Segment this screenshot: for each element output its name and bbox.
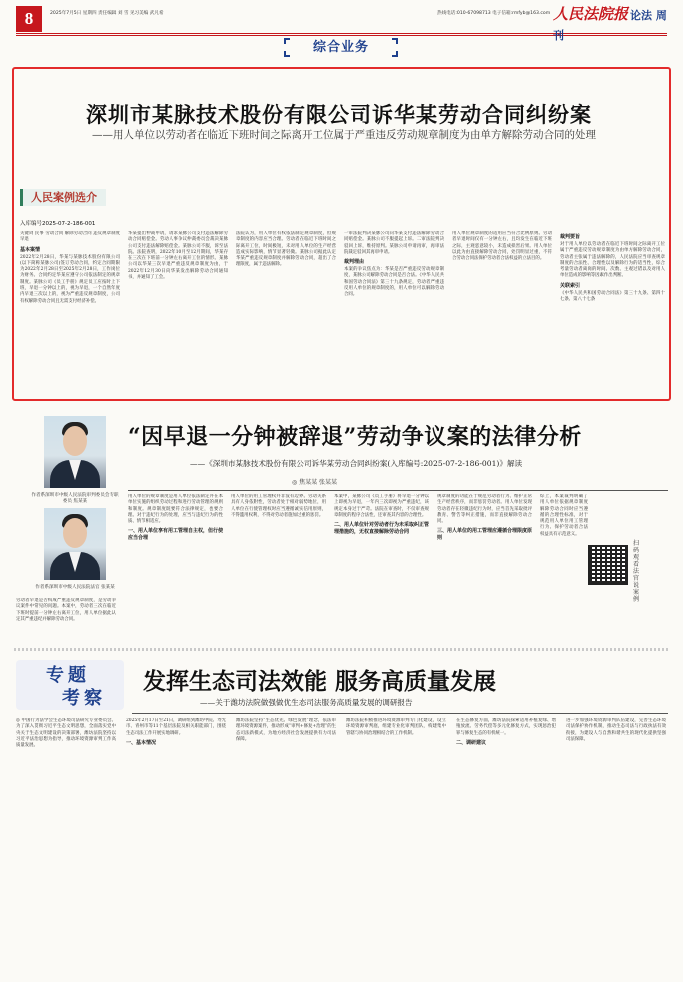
bracket-icon bbox=[392, 38, 398, 44]
article3-column-5 bbox=[456, 718, 556, 976]
paragraph: 用人单位的用工管理权并非没有边界。劳动关系具有人身依附性，劳动者处于相对弱势地位，用人单位在行使管理权时应当遵循诚实信用原则，不得滥用权利，不得对劳动者施加过重的惩罚。 bbox=[231, 494, 326, 518]
newspaper-logo bbox=[553, 3, 671, 42]
paragraph: 潍坊法院坚持“生态优先、绿色发展”理念，依法审理环境资源案件，推动形成“审判+修复+治理”的生态司法新模式，为地方经济社会发展提供有力司法保障。 bbox=[236, 718, 336, 742]
author-photo-2-caption: 作者系深圳市中级人民法院法官 张某某 bbox=[35, 585, 115, 590]
article2-subtitle: ——《深圳市某脉技术股份有限公司诉华某劳动合同纠纷案(入库编号:2025-07-2-186-001)》解读 bbox=[190, 459, 523, 468]
paragraph: 2025年2月17日至21日，调研组到潍坊中院、寿光市、青州市等11个基层法院及相关职能部门，围绕生态司法工作开展实地调研。 bbox=[126, 718, 226, 736]
paragraph: 本案的争议焦点为：华某是否严重违反劳动规章制度，某脉公司解除劳动合同是否合法。《中华人民共和国劳动合同法》第三十九条规定，劳动者严重违反用人单位的规章制度的，用人单位可以解除劳动合同。 bbox=[344, 267, 444, 298]
article2-byline: ◎ 焦某某 张某某 bbox=[292, 479, 338, 486]
article3-column-3 bbox=[236, 718, 336, 976]
feature-column-2 bbox=[128, 231, 228, 395]
article3-rule bbox=[132, 713, 668, 714]
paragraph: 本案中，某脉公司《员工手册》将早退一分钟以上即视为早退，一年内三次即视为严重违纪，该规定本身过于严苛。法院在审查时，不仅审查规章制度的程序合法性，还审查其内容的合理性。 bbox=[334, 494, 429, 518]
article2-column-2 bbox=[128, 494, 223, 634]
section-heading: 二、调研建议 bbox=[456, 739, 487, 746]
article2-column-5 bbox=[437, 494, 532, 634]
article2-column-4 bbox=[334, 494, 429, 634]
feature-column-1 bbox=[20, 231, 120, 395]
qr-caption: 扫码观看法官说案例 bbox=[633, 540, 640, 603]
feature-subhead: ——用人单位以劳动者在临近下班时间之际离开工位属于严重违反劳动规章制度为由单方解除劳动合同的处理 bbox=[92, 129, 596, 141]
special-topic-badge bbox=[16, 660, 124, 710]
case-number: 入库编号2025-07-2-186-001 bbox=[20, 221, 96, 227]
section-heading: 裁判理由 bbox=[344, 259, 365, 266]
paragraph: 华某提出仲裁申请，请求某脉公司支付违法解除劳动合同赔偿金。劳动人事争议仲裁委员会裁决某脉公司支付违法解除赔偿金。某脉公司不服，诉至法院。法院查明，2022年10月至12月期间，华某存在三次在下班前一分钟左右离开工位的情形。某脉公司以华某三次早退严重违反规章制度为由，于2022年12月30日向华某发出解除劳动合同通知书，并通知了工会。 bbox=[128, 231, 228, 281]
feature-column-4 bbox=[344, 231, 444, 395]
feature-column-6 bbox=[560, 231, 665, 395]
feature-column-5 bbox=[452, 231, 552, 395]
feature-headline: 深圳市某脉技术股份有限公司诉华某劳动合同纠纷案 bbox=[86, 102, 592, 127]
column-tag: 人民案例选介 bbox=[20, 189, 106, 206]
bracket-icon bbox=[284, 51, 290, 57]
section-heading: 一、用人单位享有用工管理自主权，但行使应当合理 bbox=[128, 528, 223, 542]
article3-column-4 bbox=[346, 718, 446, 976]
article2-column-1 bbox=[16, 598, 116, 634]
page-number: 8 bbox=[16, 6, 42, 32]
feature-text-columns bbox=[20, 231, 665, 395]
paragraph: 对于用人单位以劳动者在临近下班时间之际离开工位属于严重违反劳动规章制度为由单方解除劳动合同，劳动者主张属于违法解除的，人民法院应当审查规章制度的合法性、合理性以及解除行为的适当性，综合考量劳动者离岗的时间、次数、主观过错以及对用人单位造成的影响等因素作出判断。 bbox=[560, 242, 665, 279]
article3-column-1 bbox=[16, 718, 116, 976]
bracket-icon bbox=[392, 51, 398, 57]
section-heading: 一、基本情况 bbox=[126, 739, 157, 746]
featured-case-box bbox=[12, 67, 671, 401]
author-photo-1-caption: 作者系深圳市中级人民法院审判委员会专职委员 焦某某 bbox=[31, 493, 119, 504]
paragraph: 规章制度的功能在于规范劳动者行为、维护正常生产经营秩序，而非惩罚劳动者。用人单位发现劳动者存在轻微违纪行为时，应当首先采取批评教育、警告等纠正措施，而非直接解除劳动合同。 bbox=[437, 494, 532, 525]
paragraph: 2022年2月28日，华某与某脉技术股份有限公司(以下简称某脉公司)签订劳动合同，约定合同期限为2022年2月28日至2025年2月28日，工作岗位为财务。合同约定华某应遵守公司依法制定的规章制度。某脉公司《员工手册》规定员工应按时上下班，早退一分钟以上的，视为早退，一个自然年度内早退三次以上的，视为严重违反规章制度，公司有权解除劳动合同且无需支付经济补偿。 bbox=[20, 254, 120, 304]
paragraph: 综上，本案裁判明确了用人单位依据规章制度解除劳动合同时应当遵循的合理性标准，对于规范用人单位用工管理行为、保护劳动者合法权益具有示范意义。 bbox=[540, 494, 588, 537]
paragraph: 法院认为，用人单位有权依法制定规章制度，但规章制度的内容应当合理。劳动者在临近下班时间之际离开工位，时间极短，未对用人单位的生产经营造成实际影响，情节显著轻微。某脉公司据此认定华某严重违反规章制度并解除劳动合同，超出了合理限度，属于违法解除。 bbox=[236, 231, 336, 268]
article2-rule bbox=[128, 490, 668, 491]
keywords: 关键词 民事 劳动合同 解除劳动合同 违反规章制度 早退 bbox=[20, 231, 120, 243]
article3-columns bbox=[16, 718, 668, 976]
masthead-rule bbox=[16, 33, 667, 34]
bracket-icon bbox=[284, 38, 290, 44]
paragraph: 用人单位的规章制度是用人单位依法制定并在本单位实施的组织劳动过程和进行劳动管理的规则和制度。规章制度既要符合法律规定，也要合理。对于违纪行为的处理，应当与违纪行为的性质、情节相适应。 bbox=[128, 494, 223, 525]
logo-sub: 论法 周刊 bbox=[553, 9, 667, 42]
special-label-2: 考察 bbox=[62, 688, 106, 709]
article2-columns bbox=[16, 494, 668, 634]
paragraph: 《中华人民共和国劳动合同法》第三十九条、第四十七条、第八十七条 bbox=[560, 290, 665, 303]
article3-column-6 bbox=[566, 718, 666, 976]
article3-title: 发挥生态司法效能 服务高质量发展 bbox=[143, 668, 497, 695]
section-heading: 二、用人单位针对劳动者行为未采取纠正管理措施的，无权直接解除劳动合同 bbox=[334, 522, 429, 536]
masthead-rule-2 bbox=[16, 35, 667, 36]
paragraph: ◎ 中国行为法学会生态环境司法研究专业委员会。为了深入贯彻习近平生态文明思想，全面落实党中央关于生态文明建设的决策部署，潍坊法院坚持以习近平法治思想为指导，推动环境资源审判工作高质量发展。 bbox=[16, 718, 116, 749]
paragraph: 进一步加强环境资源审判队伍建设，完善生态环境司法保护协作机制，推动生态司法与行政执法有效衔接，为建设人与自然和谐共生的现代化提供坚强司法保障。 bbox=[566, 718, 666, 742]
article3-column-2 bbox=[126, 718, 226, 976]
article2-title: “因早退一分钟被辞退”劳动争议案的法律分析 bbox=[128, 424, 582, 450]
section-heading: 三、用人单位的用工管理应遵循合理限度原则 bbox=[437, 528, 532, 542]
masthead-hotline: 热线电话:010-67098713 电子信箱:rmfyb@163.com bbox=[437, 11, 551, 16]
paragraph: 在生态修复方面，潍坊法院探索适用补植复绿、增殖放流、劳务代偿等多元化修复方式，实现惩治犯罪与修复生态的有机统一。 bbox=[456, 718, 556, 736]
logo-brand: 人民法院报 bbox=[553, 5, 629, 23]
article3-subtitle: ——关于潍坊法院做强做优生态司法服务高质量发展的调研报告 bbox=[200, 698, 413, 707]
paragraph: 用人单位规章制度的适用应当符合比例原则。劳动者早退时间仅有一分钟左右，且均发生在临近下班之际，主观恶意较小，未造成损害后果。用人单位以此为由直接解除劳动合同，处罚明显过重，不符合劳动合同法保护劳动者合法权益的立法目的。 bbox=[452, 231, 552, 262]
section-label-box bbox=[284, 38, 398, 57]
article2-column-3 bbox=[231, 494, 326, 634]
paragraph: 潍坊法院积极推进环境资源审判专门化建设，设立环境资源审判庭，组建专业化审判团队，构建集中管辖与协同治理相结合的工作机制。 bbox=[346, 718, 446, 736]
article2-column-6 bbox=[540, 494, 588, 634]
qr-code-icon[interactable] bbox=[588, 545, 628, 585]
section-divider bbox=[14, 648, 669, 651]
masthead bbox=[0, 0, 683, 58]
paragraph: 劳动者早退是否构成严重违反规章制度，是劳动争议案件中常见的问题。本案中，劳动者三次在临近下班时提前一分钟左右离开工位，用人单位据此认定其严重违纪并解除劳动合同。 bbox=[16, 598, 116, 622]
feature-column-3 bbox=[236, 231, 336, 395]
section-heading: 基本案情 bbox=[20, 246, 41, 253]
section-heading: 裁判要旨 bbox=[560, 234, 581, 240]
section-label: 综合业务 bbox=[312, 40, 369, 55]
special-label-1: 专题 bbox=[46, 665, 90, 686]
paragraph: 一审法院判决某脉公司向华某支付违法解除劳动合同赔偿金。某脉公司不服提起上诉。二审法院判决驳回上诉，维持原判。某脉公司申请再审，再审法院裁定驳回其再审申请。 bbox=[344, 231, 444, 255]
masthead-meta: 2025年7月5日 星期四 责任编辑 刘 雪 见习美编 武凡希 bbox=[50, 11, 164, 16]
author-photo-1 bbox=[44, 416, 106, 488]
section-heading: 关联索引 bbox=[560, 282, 581, 289]
